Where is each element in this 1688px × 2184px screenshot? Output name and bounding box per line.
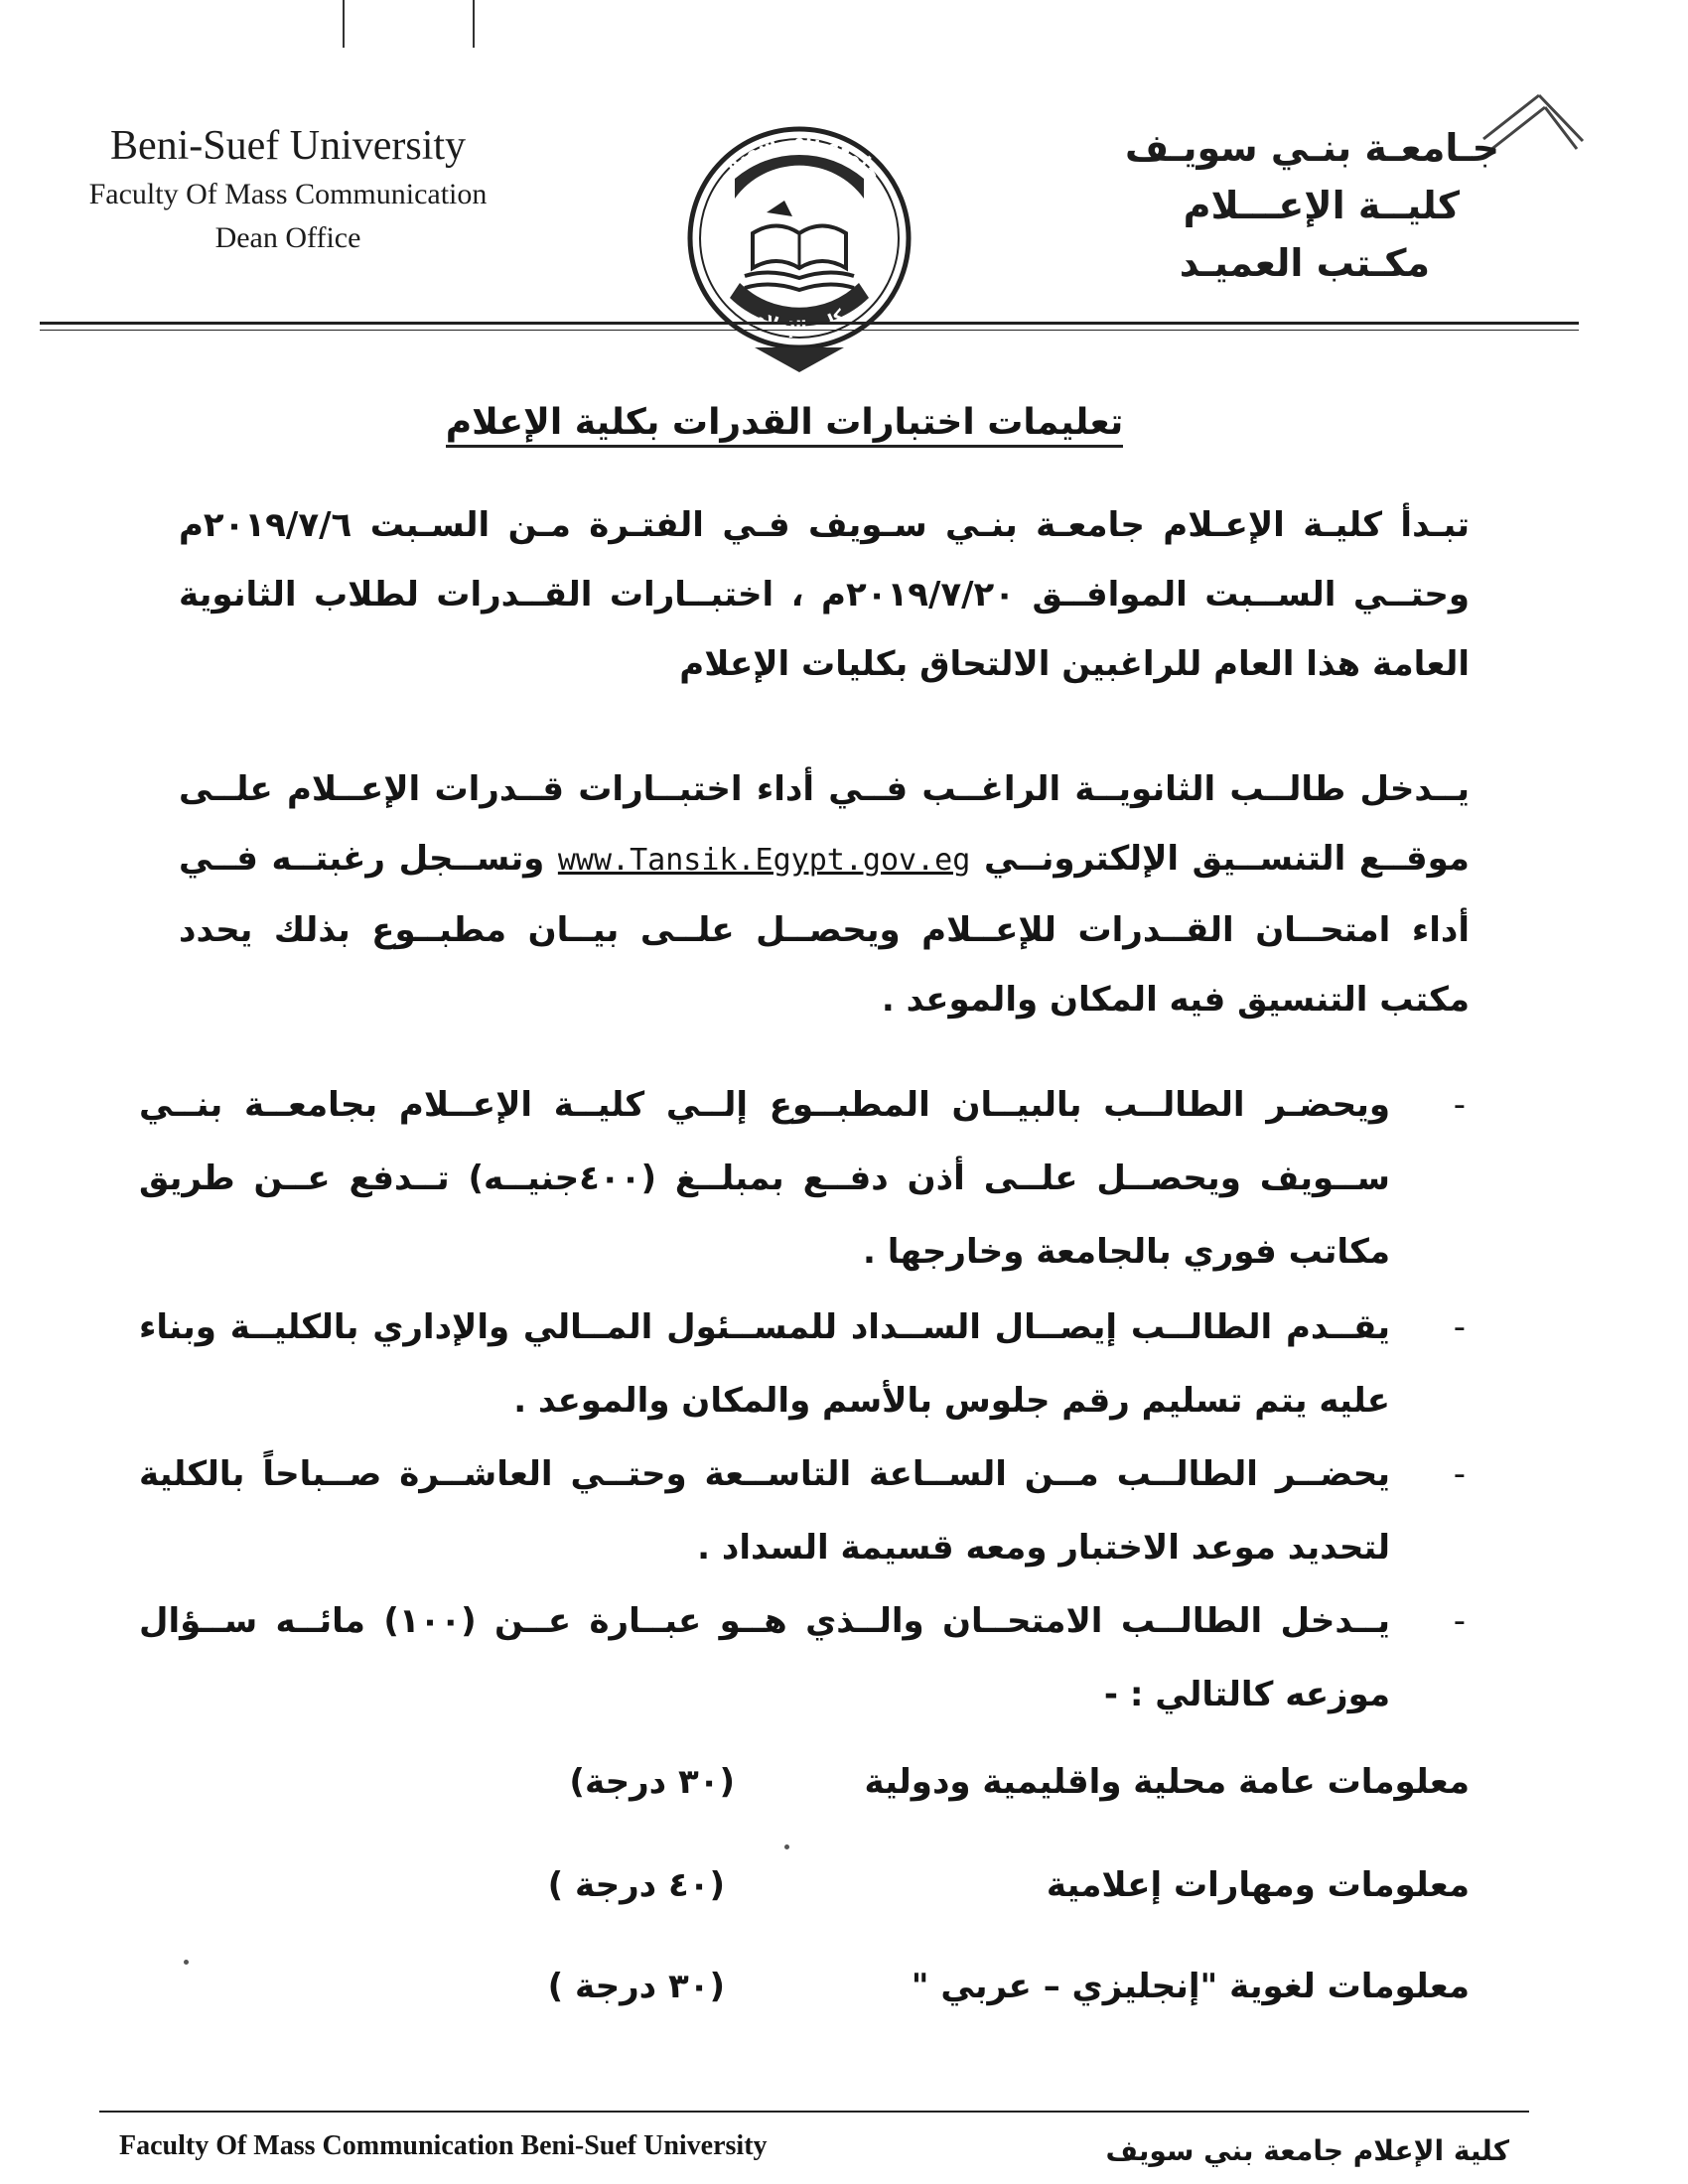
header-university-ar: جـامعـة بنـي سويـف <box>1124 126 1499 170</box>
distribution-row <box>179 1952 1470 2021</box>
scan-mark <box>473 0 475 48</box>
bullet-dash: - <box>1453 1454 1466 1494</box>
footer-english: Faculty Of Mass Communication Beni-Suef University <box>119 2130 768 2161</box>
bullet-text: يحضــر الطالــب مــن الســاعة التاســعة وحتــي العاشــرة صــباحاً بالكلية لتحديد موعد الاختبار ومعه قسيمة السداد . <box>139 1454 1390 1568</box>
header-english <box>60 119 516 260</box>
footer-divider <box>99 2111 1529 2113</box>
header-office-en: Dean Office <box>214 221 361 254</box>
distribution-row <box>179 1850 1470 1920</box>
bullet-item <box>139 1291 1466 1437</box>
footer-arabic: كلية الإعلام جامعة بني سويف <box>1105 2134 1509 2167</box>
header-divider <box>40 322 1579 331</box>
document-title-text: تعليمات اختبارات القدرات بكلية الإعلام <box>446 402 1124 448</box>
bullet-text: يقــدم الطالــب إيصــال الســداد للمســئول المــالي والإداري بالكليــة وبناء عليه يتم تسليم رقم جلوس بالأسم والمكان والموعد . <box>139 1307 1390 1421</box>
bullet-dash: - <box>1453 1601 1466 1641</box>
scan-speck <box>184 1960 189 1965</box>
bullet-dash: - <box>1453 1307 1466 1347</box>
header-faculty-ar: كليــة الإعـــلام <box>1183 184 1460 227</box>
header-faculty-en: Faculty Of Mass Communication <box>88 178 488 210</box>
distribution-label: معلومات عامة محلية واقليمية ودولية <box>864 1762 1470 1802</box>
tansik-url-link[interactable]: www.Tansik.Egypt.gov.eg <box>557 843 971 878</box>
bullet-text: يــدخل الطالــب الامتحــان والــذي هــو عبــارة عــن (١٠٠) مائــه ســؤال موزعه كالتالي : - <box>139 1601 1390 1714</box>
registration-text-after: وتســجل رغبتــه فــي أداء امتحــان القــدرات للإعــلام ويحصــل علــى بيــان مطبــوع بذلك يحدد مكتب التنسيق فيه المكان والموعد . <box>179 839 1470 1020</box>
distribution-row <box>179 1747 1470 1817</box>
header-office-ar: مكـتب العميـد <box>1179 241 1430 285</box>
registration-text-before: يــدخل طالــب الثانويــة الراغــب فــي أداء اختبــارات قــدرات الإعــلام علــى موقــع التنســيق الإلكترونــي <box>179 769 1470 879</box>
bullet-item <box>139 1437 1466 1584</box>
seal-top-text: جامعة بني سويف <box>712 124 888 185</box>
distribution-score: (٣٠ درجة ) <box>547 1967 725 2006</box>
distribution-score: (٣٠ درجة) <box>569 1762 735 1802</box>
svg-text:جامعة بني سويف <box>712 125 887 185</box>
scan-mark <box>343 0 345 48</box>
header-university-en: Beni-Suef University <box>109 123 467 169</box>
scan-speck <box>784 1844 789 1849</box>
distribution-label: معلومات ومهارات إعلامية <box>1046 1865 1470 1905</box>
header-arabic <box>1062 119 1499 292</box>
distribution-score: (٤٠ درجة ) <box>547 1865 725 1905</box>
seal-bottom-text: كلية الإعلام <box>749 305 850 340</box>
document-title <box>437 393 1132 453</box>
registration-paragraph <box>179 754 1470 1034</box>
bullet-dash: - <box>1453 1085 1466 1125</box>
intro-paragraph: تبـدأ كليـة الإعـلام جامعـة بنـي سـويف فـي الفتـرة مـن السـبت ٢٠١٩/٧/٦م وحتــي الســبت الموافــق ٢٠١٩/٧/٢٠م ، اختبــارات القــدرات لطلاب الثانوية العامة هذا العام للراغبين الالتحاق بكليات الإعلام <box>179 505 1470 684</box>
distribution-label: معلومات لغوية "إنجليزي – عربي " <box>911 1967 1470 2006</box>
bullet-text: ويحضـر الطالــب بالبيــان المطبــوع إلــي كليــة الإعــلام بجامعــة بنــي ســويف ويحصــل علــى أذن دفــع بمبلــغ (٤٠٠جنيــه) تــدفع عــن طريق مكاتب فوري بالجامعة وخارجها . <box>139 1085 1390 1272</box>
bullet-item <box>139 1584 1466 1731</box>
university-seal <box>675 109 923 377</box>
bullet-item <box>139 1068 1466 1289</box>
